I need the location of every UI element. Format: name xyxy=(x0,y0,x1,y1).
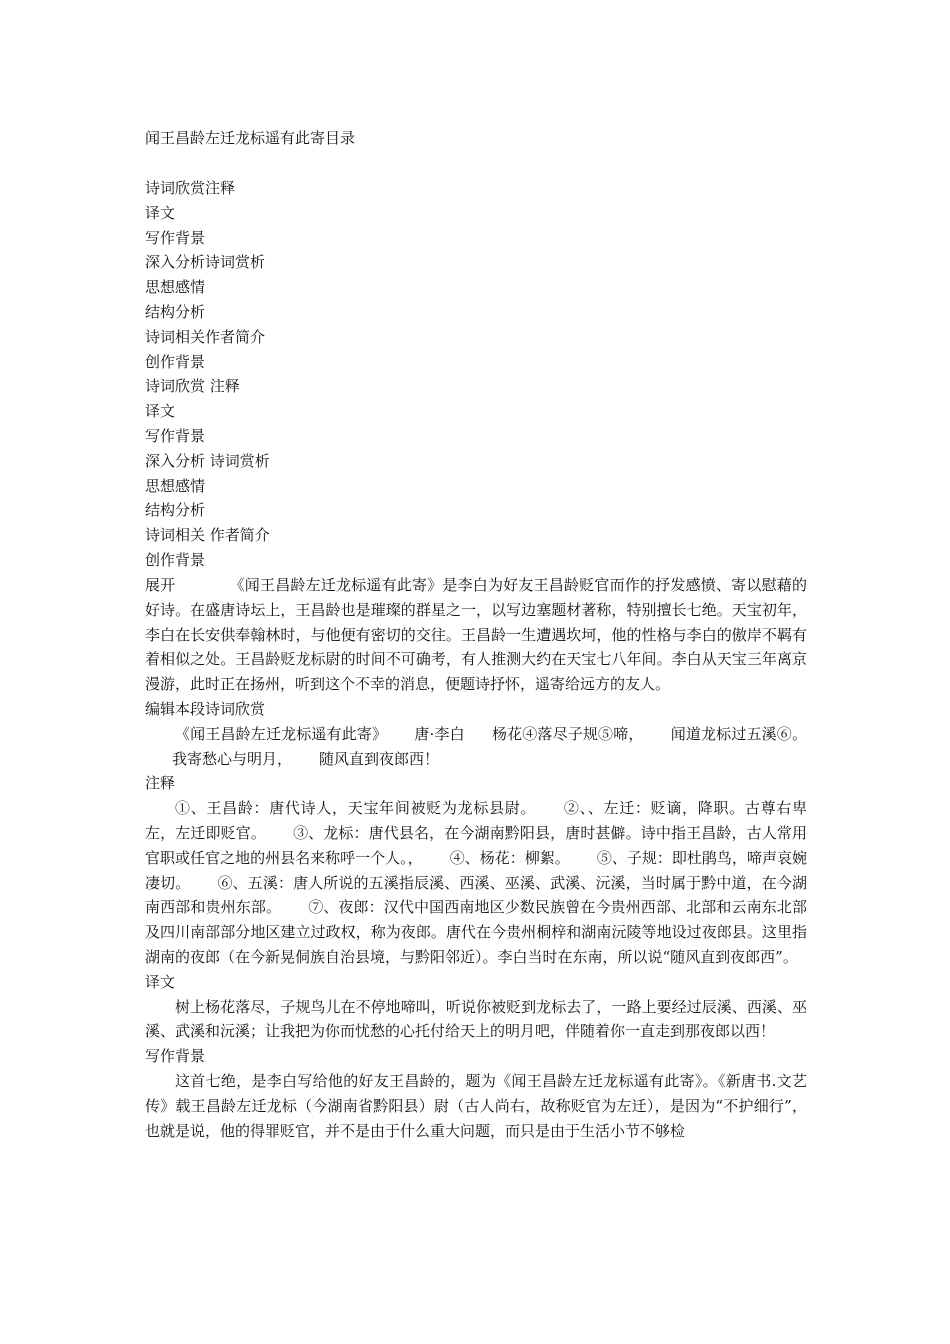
poem-author: 唐·李白 xyxy=(414,724,465,743)
note-2: ②、、左迁：贬谪，降职。古尊右卑左，左迁即贬官。 xyxy=(145,799,807,842)
toc-item[interactable]: 诗词相关作者简介 xyxy=(145,327,266,346)
page-title: 闻王昌龄左迁龙标遥有此寄目录 xyxy=(145,129,356,147)
toc-item[interactable]: 诗词相关 作者简介 xyxy=(145,526,270,545)
poem-text xyxy=(145,722,807,772)
notes-text xyxy=(145,796,807,970)
toc-item[interactable]: 诗词欣赏 注释 xyxy=(145,377,240,396)
toc-item[interactable]: 创作背景 xyxy=(145,550,206,569)
article-body xyxy=(145,573,807,1143)
intro-text: 《闻王昌龄左迁龙标遥有此寄》是李白为好友王昌龄贬官而作的抒发感愤、寄以慰藉的好诗。在盛唐诗坛上，王昌龄也是璀璨的群星之一，以写边塞题材著称，特别擅长七绝。天宝初年，李白在长安供奉翰林时，与他便有密切的交往。王昌龄一生遭遇坎坷，他的性格与李白的傲岸不羁有着相似之处。王昌龄贬龙标尉的时间不可确考，有人推测大约在天宝七八年间。李白从天宝三年离京漫游，此时正在扬州，听到这个不幸的消息，便题诗抒怀，遥寄给远方的友人。 xyxy=(145,576,807,694)
poem-line-2: 闻道龙标过五溪⑥。 xyxy=(670,724,807,743)
note-7: ⑦、夜郎：汉代中国西南地区少数民族曾在今贵州西部、北部和云南东北部及四川南部部分地区建立过政权，称为夜郎。唐代在今贵州桐梓和湖南沅陵等地设过夜郎县。这里指湖南的夜郎（在今新晃侗族自治县境，与黔阳邻近）。李白当时在东南，所以说“随风直到夜郎西”。 xyxy=(145,898,807,966)
poem-title: 《闻王昌龄左迁龙标遥有此寄》 xyxy=(175,724,388,743)
toc-item[interactable]: 创作背景 xyxy=(145,352,206,371)
toc-item[interactable]: 写作背景 xyxy=(145,426,206,445)
poem-line-3: 我寄愁心与明月， xyxy=(172,749,293,768)
table-of-contents xyxy=(145,176,815,573)
toc-item[interactable]: 诗词欣赏注释 xyxy=(145,179,236,197)
poem-line-1: 杨花④落尽子规⑤啼， xyxy=(491,724,644,743)
note-6: ⑥、五溪：唐人所说的五溪指辰溪、西溪、巫溪、武溪、沅溪，当时属于黔中道，在今湖南西部和贵州东部。 xyxy=(145,873,807,917)
expand-link[interactable]: 展开 xyxy=(145,576,176,594)
toc-item[interactable]: 深入分析 诗词赏析 xyxy=(145,451,270,470)
toc-item[interactable]: 思想感情 xyxy=(145,278,206,297)
toc-item[interactable]: 结构分析 xyxy=(145,501,206,520)
note-5: ⑤、子规：即杜鹃鸟，啼声哀婉凄切。 xyxy=(145,848,807,892)
toc-item[interactable]: 译文 xyxy=(145,203,176,222)
translation-heading: 译文 xyxy=(145,972,176,991)
poem-line-4: 随风直到夜郎西！ xyxy=(319,749,440,768)
note-1: ①、王昌龄：唐代诗人，天宝年间被贬为龙标县尉。 xyxy=(175,799,537,818)
background-heading: 写作背景 xyxy=(145,1047,206,1066)
toc-item[interactable]: 结构分析 xyxy=(145,302,206,321)
note-3: ③、龙标：唐代县名，在今湖南黔阳县，唐时甚僻。诗中指王昌龄，古人常用官职或任官之地的州县名来称呼一个人。， xyxy=(145,823,807,867)
toc-item[interactable]: 思想感情 xyxy=(145,476,206,495)
note-4: ④、杨花：柳絮。 xyxy=(449,848,570,867)
toc-item[interactable]: 译文 xyxy=(145,402,176,421)
background-text: 这首七绝，是李白写给他的好友王昌龄的，题为《闻王昌龄左迁龙标遥有此寄》。《新唐书.文艺传》载王昌龄左迁龙标（今湖南省黔阳县）尉（古人尚右，故称贬官为左迁），是因为“不护细行”，也就是说，他的得罪贬官，并不是由于什么重大问题，而只是由于生活小节不够检 xyxy=(145,1071,807,1140)
poem-section-heading[interactable]: 编辑本段诗词欣赏 xyxy=(145,699,266,718)
intro-paragraph xyxy=(145,573,807,697)
toc-item[interactable]: 深入分析诗词赏析 xyxy=(145,253,266,272)
translation-text: 树上杨花落尽，子规鸟儿在不停地啼叫，听说你被贬到龙标去了，一路上要经过辰溪、西溪、巫溪、武溪和沅溪；让我把为你而忧愁的心托付给天上的明月吧，伴随着你一直走到那夜郎以西！ xyxy=(145,997,807,1041)
notes-heading: 注释 xyxy=(145,774,176,793)
toc-item[interactable]: 写作背景 xyxy=(145,228,206,247)
